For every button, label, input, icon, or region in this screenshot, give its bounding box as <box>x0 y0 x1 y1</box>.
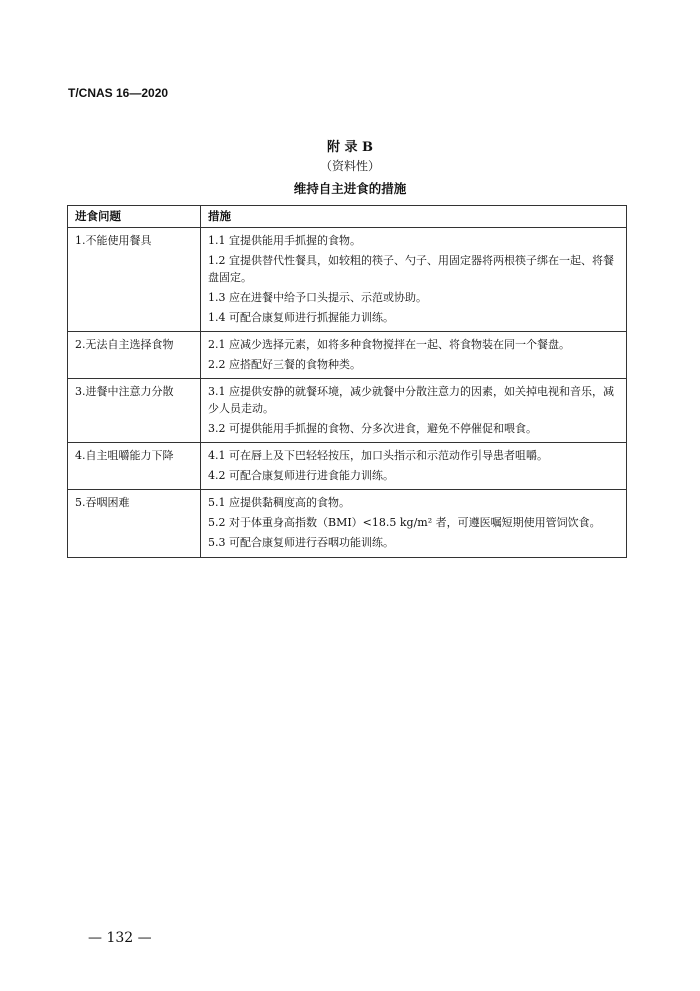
measure-item: 1.2 宜提供替代性餐具，如较粗的筷子、勺子、用固定器将两根筷子绑在一起、将餐盘固定。 <box>208 253 614 284</box>
problem-cell: 3.进餐中注意力分散 <box>68 379 201 443</box>
measure-item: 5.3 可配合康复师进行吞咽功能训练。 <box>208 536 394 550</box>
measure-item: 5.2 对于体重身高指数（BMI）<18.5 kg/m² 者，可遵医嘱短期使用管饲饮食。 <box>208 516 601 530</box>
measure-item: 1.1 宜提供能用手抓握的食物。 <box>208 233 361 247</box>
measure-item: 4.1 可在唇上及下巴轻轻按压，加口头指示和示范动作引导患者咀嚼。 <box>208 449 548 463</box>
table-row <box>68 227 627 331</box>
measure-item: 2.1 应减少选择元素，如将多种食物搅拌在一起、将食物装在同一个餐盘。 <box>208 338 570 352</box>
problem-cell: 1.不能使用餐具 <box>68 227 201 331</box>
page-number: — 132 — <box>88 930 152 946</box>
measures-cell <box>201 379 627 443</box>
standard-code: T/CNAS 16—2020 <box>68 86 169 100</box>
table-row <box>68 332 627 379</box>
problem-cell: 2.无法自主选择食物 <box>68 332 201 379</box>
measures-cell <box>201 490 627 557</box>
appendix-name: 维持自主进食的措施 <box>293 181 407 196</box>
table-row <box>68 443 627 490</box>
problem-cell: 5.吞咽困难 <box>68 490 201 557</box>
column-header-measures: 措施 <box>201 206 627 228</box>
measure-item: 2.2 应搭配好三餐的食物种类。 <box>208 358 361 372</box>
measures-table <box>67 205 627 558</box>
measure-item: 1.4 可配合康复师进行抓握能力训练。 <box>208 311 394 324</box>
measure-item: 4.2 可配合康复师进行进食能力训练。 <box>208 469 394 483</box>
column-header-problem: 进食问题 <box>68 206 201 228</box>
measures-cell <box>201 443 627 490</box>
appendix-title: 附 录 B <box>326 140 374 155</box>
appendix-type: （资料性） <box>319 159 380 173</box>
problem-cell: 4.自主咀嚼能力下降 <box>68 443 201 490</box>
table-header-row <box>68 206 627 228</box>
table-row <box>68 490 627 557</box>
measure-item: 1.3 应在进餐中给予口头提示、示范或协助。 <box>208 290 427 304</box>
table-row <box>68 379 627 443</box>
measure-item: 5.1 应提供黏稠度高的食物。 <box>208 496 350 510</box>
measures-cell <box>201 227 627 331</box>
measure-item: 3.2 可提供能用手抓握的食物、分多次进食，避免不停催促和喂食。 <box>208 422 537 436</box>
measure-item: 3.1 应提供安静的就餐环境，减少就餐中分散注意力的因素，如关掉电视和音乐，减少人员走动。 <box>208 385 614 416</box>
measures-cell <box>201 332 627 379</box>
